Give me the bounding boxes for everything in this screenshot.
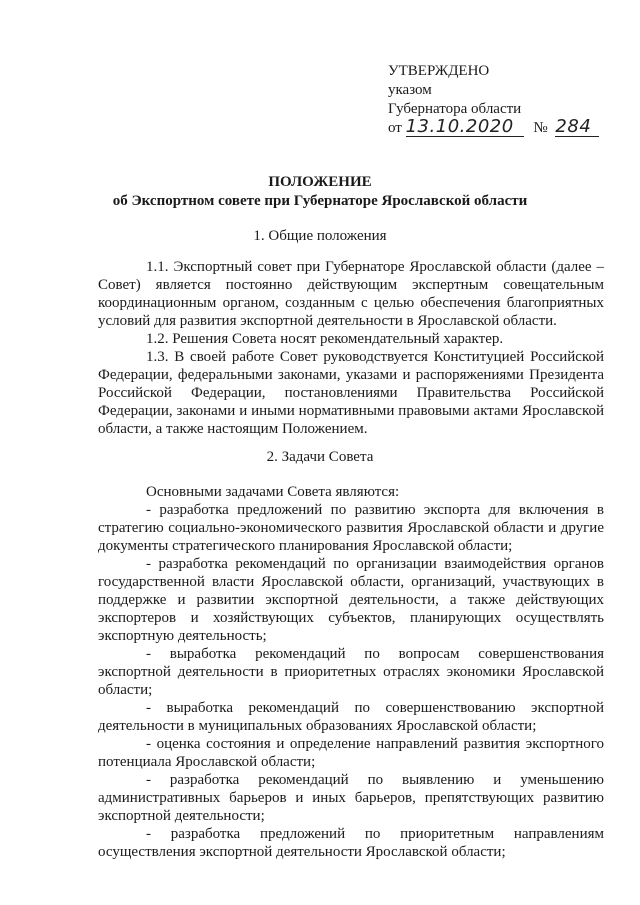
task-item: - выработка рекомендаций по вопросам совершенствования экспортной деятельности в приоритетных отраслях экономики Ярославской области; bbox=[98, 646, 604, 698]
section2-body bbox=[98, 483, 604, 861]
task-item: - оценка состояния и определение направлений развития экспортного потенциала Ярославской области; bbox=[98, 736, 604, 770]
paragraph-1-2: 1.2. Решения Совета носят рекомендательный характер. bbox=[146, 331, 504, 347]
number-field bbox=[555, 116, 599, 137]
task-item: - выработка рекомендаций по совершенствованию экспортной деятельности в муниципальных образованиях Ярославской области; bbox=[98, 700, 604, 734]
date-field bbox=[405, 116, 524, 137]
approval-governor-label: Губернатора области bbox=[388, 101, 522, 117]
approval-date-row bbox=[388, 116, 618, 141]
document-title: ПОЛОЖЕНИЕ bbox=[268, 174, 372, 190]
task-item: - разработка предложений по развитию экспорта для включения в стратегию социально-экономического развития Ярославской области и другие документы стратегического планирования Ярославской области; bbox=[98, 502, 604, 554]
paragraph-1-3: 1.3. В своей работе Совет руководствуется Конституцией Российской Федерации, федеральными законами, указами и распоряжениями Президента Российской Федерации, постановлениями Правительства Российской Федерации, законами и иными нормативными правовыми актами Ярославской области, а также настоящим Положением. bbox=[98, 349, 604, 437]
section1-heading: 1. Общие положения bbox=[253, 228, 387, 244]
approval-stamp bbox=[388, 62, 618, 141]
document-subtitle: об Экспортном совете при Губернаторе Ярославской области bbox=[112, 193, 528, 209]
date-prefix: от bbox=[388, 120, 402, 136]
tasks-intro: Основными задачами Совета являются: bbox=[146, 484, 400, 500]
number-sign: № bbox=[533, 120, 548, 136]
handwritten-date: 13.10.2020 bbox=[405, 116, 514, 137]
approval-label: УТВЕРЖДЕНО bbox=[388, 63, 490, 79]
task-item: - разработка рекомендаций по организации взаимодействия органов государственной власти Ярославской области, организаций, участвующих в поддержке и развитии экспортной деятельности, а также действующих экспортеров и хозяйствующих субъектов, планирующих осуществлять экспортную деятельность; bbox=[98, 556, 604, 644]
section1-body bbox=[98, 258, 604, 438]
handwritten-number: 284 bbox=[555, 116, 592, 137]
section2-heading: 2. Задачи Совета bbox=[266, 449, 374, 465]
task-item: - разработка рекомендаций по выявлению и уменьшению административных барьеров и иных барьеров, препятствующих развитию экспортной деятельности; bbox=[98, 772, 604, 824]
task-item: - разработка предложений по приоритетным направлениям осуществления экспортной деятельности Ярославской области; bbox=[98, 826, 604, 860]
approval-decree-label: указом bbox=[388, 82, 432, 98]
paragraph-1-1: 1.1. Экспортный совет при Губернаторе Ярославской области (далее – Совет) является постоянно действующим экспертным совещательным координационным органом, созданным с целью обеспечения благоприятных условий для развития экспортной деятельности в Ярославской области. bbox=[98, 259, 604, 329]
